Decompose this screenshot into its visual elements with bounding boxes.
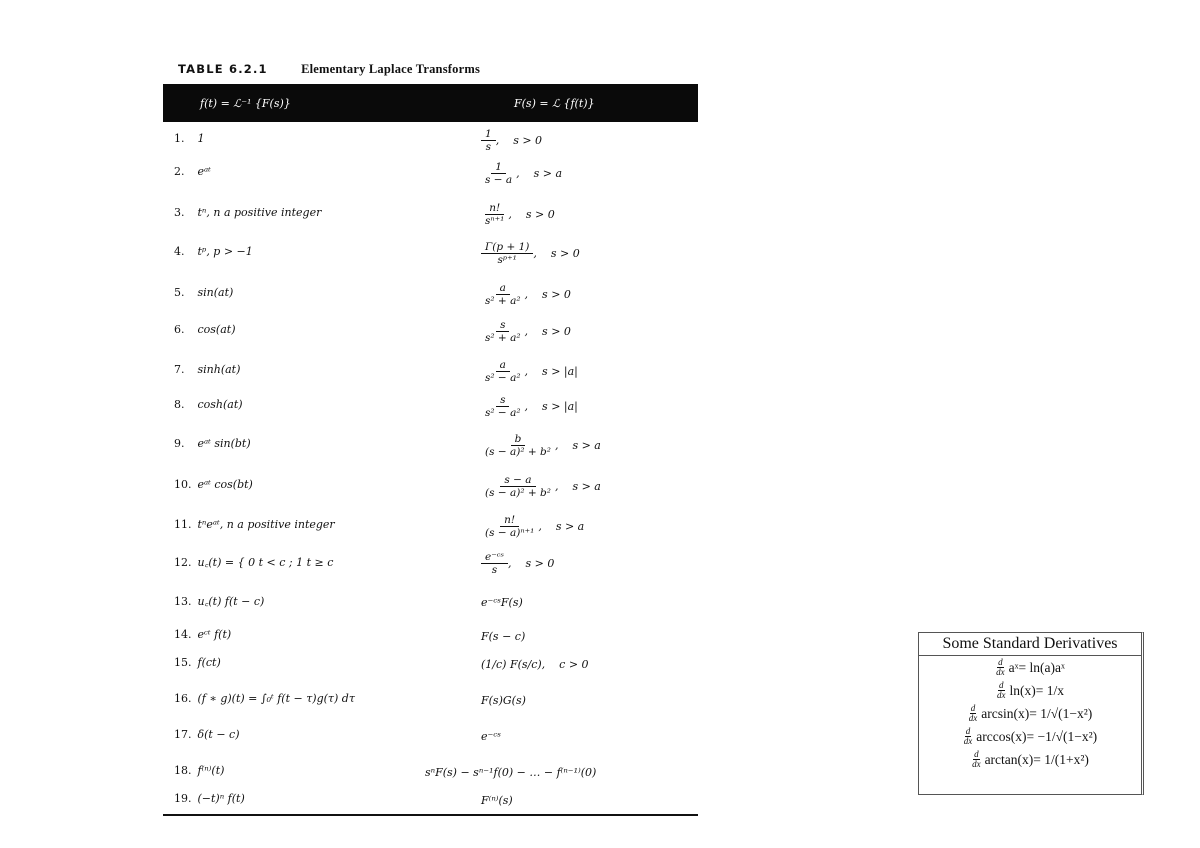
separator: , — [524, 287, 529, 301]
separator: , — [524, 364, 529, 378]
table-bottom-rule — [163, 814, 698, 816]
fraction-numerator: a — [496, 359, 510, 372]
fraction-denominator: (s − a)² + b² — [485, 445, 551, 458]
formula-rhs: = 1/(1+x²) — [1033, 751, 1089, 767]
transform-expression: e⁻ᶜˢF(s) — [481, 595, 523, 609]
operator-numerator: d — [970, 703, 976, 713]
separator: , — [516, 166, 520, 180]
formula-lhs: arcsin(x) — [981, 705, 1030, 721]
domain-condition: s > a — [572, 479, 601, 493]
domain-condition: s > 0 — [542, 324, 571, 338]
function-cell — [174, 764, 224, 777]
derivative-operator — [968, 704, 979, 723]
table-row — [163, 280, 698, 308]
domain-condition: s > 0 — [542, 287, 571, 301]
function-cell — [174, 792, 245, 805]
derivative-formula — [919, 725, 1141, 748]
transform-fraction — [481, 282, 525, 307]
domain-condition: s > 0 — [550, 246, 580, 260]
fraction-denominator: s — [491, 563, 498, 576]
transform-cell — [481, 549, 554, 577]
operator-denominator: dx — [972, 759, 981, 769]
transform-fraction — [481, 359, 525, 384]
function-cell — [174, 132, 205, 145]
transform-cell — [425, 758, 596, 786]
transform-cell — [481, 472, 601, 500]
time-function: eᵃᵗ sin(bt) — [194, 437, 251, 450]
time-function: tᵖ, p > −1 — [194, 245, 253, 258]
transform-fraction — [481, 474, 555, 499]
header-right: F(s) = ℒ {f(t)} — [514, 97, 595, 110]
time-function: cosh(at) — [194, 398, 243, 411]
function-cell — [174, 363, 240, 376]
function-cell — [174, 594, 264, 609]
fraction-numerator: 1 — [491, 161, 506, 174]
time-function: 1 — [194, 132, 205, 145]
derivative-formula — [919, 748, 1141, 771]
domain-condition: c > 0 — [559, 657, 589, 671]
transform-cell — [481, 512, 584, 540]
row-index: 11. — [174, 518, 192, 531]
time-function: cos(at) — [194, 323, 236, 336]
table-row — [163, 650, 698, 678]
formula-lhs: ln(x) — [1009, 682, 1036, 698]
fraction-denominator: (s − a)² + b² — [485, 486, 551, 499]
derivatives-title: Some Standard Derivatives — [919, 633, 1141, 656]
fraction-denominator: sⁿ⁺¹ — [485, 214, 505, 227]
row-index: 14. — [174, 628, 192, 641]
table-row — [163, 472, 698, 500]
function-cell — [174, 518, 335, 531]
function-cell — [174, 323, 236, 336]
transform-cell — [481, 159, 562, 187]
row-index: 6. — [174, 323, 185, 336]
formula-lhs: arctan(x) — [984, 751, 1034, 767]
time-function: eᵃᵗ — [194, 165, 211, 178]
fraction-denominator: s² + a² — [485, 331, 521, 344]
function-cell — [174, 437, 251, 450]
fraction-denominator: s² − a² — [485, 406, 521, 419]
fraction-numerator: n! — [500, 514, 519, 527]
table-row — [163, 588, 698, 616]
derivative-operator — [996, 681, 1007, 700]
transform-expression: e⁻ᶜˢ — [481, 729, 501, 743]
table-row — [163, 126, 698, 154]
time-function: sin(at) — [194, 286, 234, 299]
row-index: 12. — [174, 556, 192, 569]
transform-cell — [481, 239, 580, 267]
table-row — [163, 686, 698, 714]
transform-cell — [481, 392, 578, 420]
table-number: TABLE 6.2.1 — [178, 62, 268, 76]
formula-rhs: = 1/x — [1035, 682, 1064, 698]
fraction-denominator: s — [485, 140, 492, 153]
separator: , — [554, 438, 559, 452]
table-row — [163, 392, 698, 420]
table-row — [163, 622, 698, 650]
transform-cell — [481, 431, 601, 459]
fraction-numerator: 1 — [481, 128, 496, 141]
transform-fraction — [481, 433, 555, 458]
derivative-formula — [919, 679, 1141, 702]
formula-rhs: = 1/√(1−x²) — [1029, 705, 1093, 721]
row-index: 19. — [174, 792, 192, 805]
transform-expression: F(s)G(s) — [481, 693, 526, 707]
row-index: 15. — [174, 656, 192, 669]
row-index: 9. — [174, 437, 185, 450]
transform-fraction — [481, 514, 538, 539]
transform-cell — [481, 786, 513, 814]
table-row — [163, 431, 698, 459]
operator-denominator: dx — [968, 713, 978, 723]
fraction-numerator: Γ(p + 1) — [481, 241, 533, 254]
time-function: f(ct) — [194, 656, 221, 669]
row-index: 13. — [174, 595, 192, 608]
operator-numerator: d — [974, 749, 979, 759]
function-cell — [174, 555, 333, 570]
operator-numerator: d — [999, 680, 1004, 690]
separator: , — [554, 479, 559, 493]
derivative-operator — [995, 658, 1006, 677]
fraction-numerator: a — [496, 282, 510, 295]
table-row — [163, 512, 698, 540]
function-cell — [174, 656, 221, 669]
time-function: tⁿeᵃᵗ, n a positive integer — [194, 518, 335, 531]
derivative-formula — [919, 702, 1141, 725]
table-row — [163, 159, 698, 187]
fraction-denominator: s − a — [485, 173, 513, 186]
function-cell — [174, 206, 321, 219]
table-caption — [178, 62, 480, 77]
transform-cell — [481, 126, 542, 154]
table-row — [163, 758, 698, 786]
time-function: (−t)ⁿ f(t) — [194, 792, 245, 805]
transform-expression: sⁿF(s) − sⁿ⁻¹f(0) − … − f⁽ⁿ⁻¹⁾(0) — [425, 765, 597, 779]
domain-condition: s > 0 — [525, 207, 555, 221]
table-row — [163, 722, 698, 750]
derivative-operator — [971, 750, 982, 769]
function-cell — [174, 728, 240, 741]
table-title: Elementary Laplace Transforms — [301, 62, 481, 76]
time-function: u꜀(t) f(t − c) — [194, 595, 265, 608]
separator: , — [524, 399, 529, 413]
row-index: 10. — [174, 478, 192, 491]
domain-condition: s > a — [572, 438, 601, 452]
transform-fraction — [481, 128, 496, 153]
function-cell — [174, 478, 253, 491]
operator-denominator: dx — [997, 690, 1006, 700]
separator: , — [508, 207, 512, 221]
fraction-denominator: (s − a)ⁿ⁺¹ — [485, 526, 535, 539]
separator: , — [524, 324, 529, 338]
transform-fraction — [481, 319, 525, 344]
fraction-numerator: s − a — [500, 474, 535, 487]
separator: , — [533, 246, 537, 260]
transform-cell — [481, 622, 525, 650]
domain-condition: s > a — [555, 519, 585, 533]
row-index: 16. — [174, 692, 192, 705]
time-function: tⁿ, n a positive integer — [194, 206, 322, 219]
transform-cell — [481, 280, 571, 308]
function-cell — [174, 398, 243, 411]
table-row — [163, 549, 698, 577]
fraction-numerator: e⁻ᶜˢ — [481, 551, 508, 564]
standard-derivatives-box — [918, 632, 1144, 795]
formula-rhs: = ln(a)aˣ — [1018, 659, 1065, 675]
operator-numerator: d — [998, 657, 1003, 667]
header-left: f(t) = ℒ⁻¹ {F(s)} — [200, 97, 291, 110]
row-index: 4. — [174, 245, 185, 258]
function-cell — [174, 286, 233, 299]
table-row — [163, 317, 698, 345]
time-function: u꜀(t) = { 0 t < c ; 1 t ≥ c — [194, 556, 334, 569]
operator-numerator: d — [965, 726, 971, 736]
fraction-numerator: s — [496, 394, 509, 407]
time-function: f⁽ⁿ⁾(t) — [194, 764, 225, 777]
table-row — [163, 200, 698, 228]
transform-fraction — [481, 161, 516, 186]
row-index: 17. — [174, 728, 192, 741]
fraction-denominator: s² + a² — [485, 294, 521, 307]
fraction-numerator: b — [511, 433, 526, 446]
domain-condition: s > |a| — [542, 399, 578, 413]
table-header — [163, 84, 698, 122]
formula-rhs: = −1/√(1−x²) — [1026, 728, 1098, 744]
transform-cell — [481, 200, 555, 228]
function-cell — [174, 245, 253, 258]
time-function: eᵃᵗ cos(bt) — [194, 478, 253, 491]
formula-lhs: arccos(x) — [976, 728, 1027, 744]
domain-condition: s > a — [533, 166, 563, 180]
table-row — [163, 357, 698, 385]
function-cell — [174, 692, 355, 705]
row-index: 5. — [174, 286, 185, 299]
transform-cell — [481, 317, 571, 345]
derivatives-list — [919, 656, 1141, 771]
operator-denominator: dx — [996, 667, 1005, 677]
time-function: eᶜᵗ f(t) — [194, 628, 232, 641]
transform-cell — [481, 686, 526, 714]
fraction-denominator: s² − a² — [485, 371, 521, 384]
row-index: 7. — [174, 363, 185, 376]
transform-expression: F(s − c) — [481, 629, 526, 643]
transform-cell — [481, 588, 523, 616]
transform-cell — [481, 650, 589, 678]
time-function: (f ∗ g)(t) = ∫₀ᵗ f(t − τ)g(τ) dτ — [194, 692, 355, 705]
transform-cell — [481, 722, 501, 750]
time-function: sinh(at) — [194, 363, 241, 376]
time-function: δ(t − c) — [194, 728, 240, 741]
fraction-numerator: s — [496, 319, 509, 332]
fraction-denominator: sᵖ⁺¹ — [497, 253, 517, 266]
separator: , — [508, 556, 512, 570]
row-index: 1. — [174, 132, 185, 145]
row-index: 18. — [174, 764, 192, 777]
fraction-numerator: n! — [485, 202, 504, 215]
row-index: 3. — [174, 206, 185, 219]
derivative-formula — [919, 656, 1141, 679]
transform-fraction — [481, 241, 533, 266]
row-index: 2. — [174, 165, 185, 178]
domain-condition: s > |a| — [542, 364, 578, 378]
domain-condition: s > 0 — [525, 556, 555, 570]
transform-fraction — [481, 202, 508, 227]
table-row — [163, 786, 698, 814]
row-index: 8. — [174, 398, 185, 411]
table-row — [163, 239, 698, 267]
transform-cell — [481, 357, 578, 385]
transform-expression: F⁽ⁿ⁾(s) — [481, 793, 513, 807]
separator: , — [538, 519, 542, 533]
transform-fraction — [481, 394, 525, 419]
transform-expression: (1/c) F(s/c), — [481, 657, 546, 671]
formula-lhs: aˣ — [1008, 659, 1019, 675]
transform-fraction — [481, 551, 508, 576]
derivative-operator — [963, 727, 974, 746]
function-cell — [174, 628, 231, 641]
separator: , — [495, 133, 500, 147]
operator-denominator: dx — [963, 736, 973, 746]
function-cell — [174, 165, 211, 178]
domain-condition: s > 0 — [513, 133, 543, 147]
